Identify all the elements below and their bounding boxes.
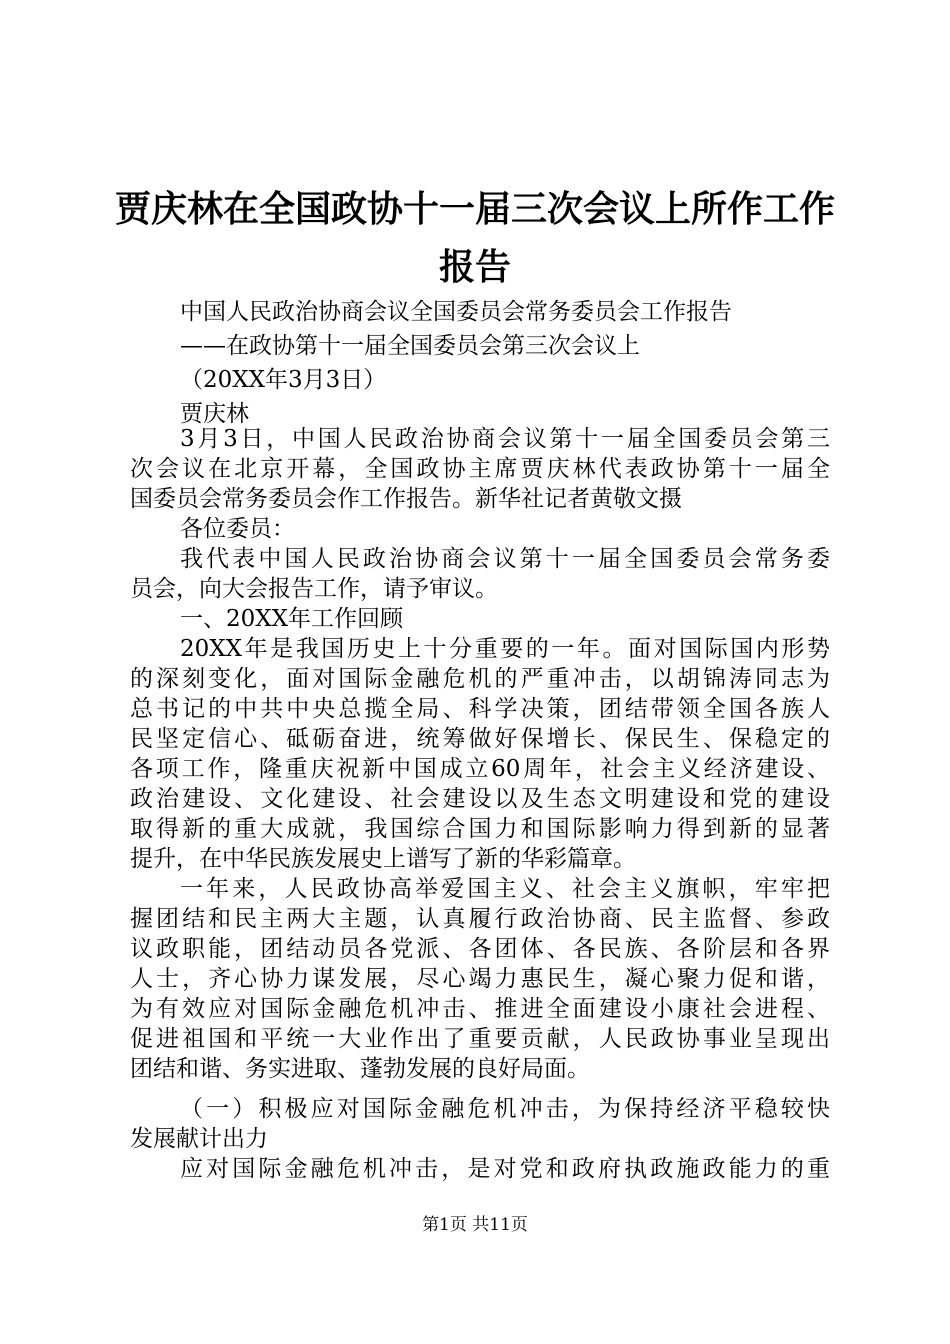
paragraph-line: 应对国际金融危机冲击，是对党和政府执政施政能力的重 xyxy=(180,1156,830,1182)
subtitle-report-name: 中国人民政治协商会议全国委员会常务委员会工作报告 xyxy=(180,299,732,325)
paragraph-line: 提升，在中华民族发展史上谱写了新的华彩篇章。 xyxy=(130,846,636,872)
page-number-footer: 第1页 共11页 xyxy=(422,1215,528,1235)
paragraph-line: 国委员会常务委员会作工作报告。新华社记者黄敬文摄 xyxy=(130,486,682,512)
paragraph-line: 民坚定信心、砥砺奋进，统筹做好保增长、保民生、保稳定的 xyxy=(130,726,830,752)
salutation: 各位委员： xyxy=(180,516,295,542)
paragraph-line: 为有效应对国际金融危机冲击、推进全面建设小康社会进程、 xyxy=(130,996,830,1022)
paragraph-line: 各项工作，隆重庆祝新中国成立60周年，社会主义经济建设、 xyxy=(130,756,830,782)
paragraph-line: 团结和谐、务实进取、蓬勃发展的良好局面。 xyxy=(130,1056,590,1082)
paragraph-line: 政治建设、文化建设、社会建设以及生态文明建设和党的建设 xyxy=(130,786,830,812)
author-name: 贾庆林 xyxy=(180,401,249,427)
document-title-line-2: 报告 xyxy=(438,247,511,288)
subtitle-date: （20XX年3月3日） xyxy=(180,367,387,393)
paragraph-line: 促进祖国和平统一大业作出了重要贡献，人民政协事业呈现出 xyxy=(130,1026,830,1052)
paragraph-line: 我代表中国人民政治协商会议第十一届全国委员会常务委 xyxy=(180,546,830,572)
paragraph-line: 员会，向大会报告工作，请予审议。 xyxy=(130,576,498,602)
subtitle-occasion: ——在政协第十一届全国委员会第三次会议上 xyxy=(180,333,640,359)
paragraph-line: 3月3日，中国人民政治协商会议第十一届全国委员会第三 xyxy=(180,426,830,452)
subsection-heading-cont: 发展献计出力 xyxy=(130,1126,268,1152)
paragraph-line: 的深刻变化，面对国际金融危机的严重冲击，以胡锦涛同志为 xyxy=(130,666,830,692)
paragraph-line: 议政职能，团结动员各党派、各团体、各民族、各阶层和各界 xyxy=(130,936,830,962)
paragraph-line: 总书记的中共中央总揽全局、科学决策，团结带领全国各族人 xyxy=(130,696,830,722)
paragraph-line: 人士，齐心协力谋发展，尽心竭力惠民生，凝心聚力促和谐， xyxy=(130,966,830,992)
paragraph-line: 握团结和民主两大主题，认真履行政治协商、民主监督、参政 xyxy=(130,906,830,932)
paragraph-line: 20XX年是我国历史上十分重要的一年。面对国际国内形势 xyxy=(180,636,830,662)
paragraph-line: 取得新的重大成就，我国综合国力和国际影响力得到新的显著 xyxy=(130,816,830,842)
paragraph-line: 次会议在北京开幕，全国政协主席贾庆林代表政协第十一届全 xyxy=(130,456,830,482)
section-heading: 一、20XX年工作回顾 xyxy=(180,606,404,632)
paragraph-line: 一年来，人民政协高举爱国主义、社会主义旗帜，牢牢把 xyxy=(180,876,830,902)
document-title-line-1: 贾庆林在全国政协十一届三次会议上所作工作 xyxy=(114,189,835,230)
subsection-heading: （一）积极应对国际金融危机冲击，为保持经济平稳较快 xyxy=(180,1096,830,1122)
